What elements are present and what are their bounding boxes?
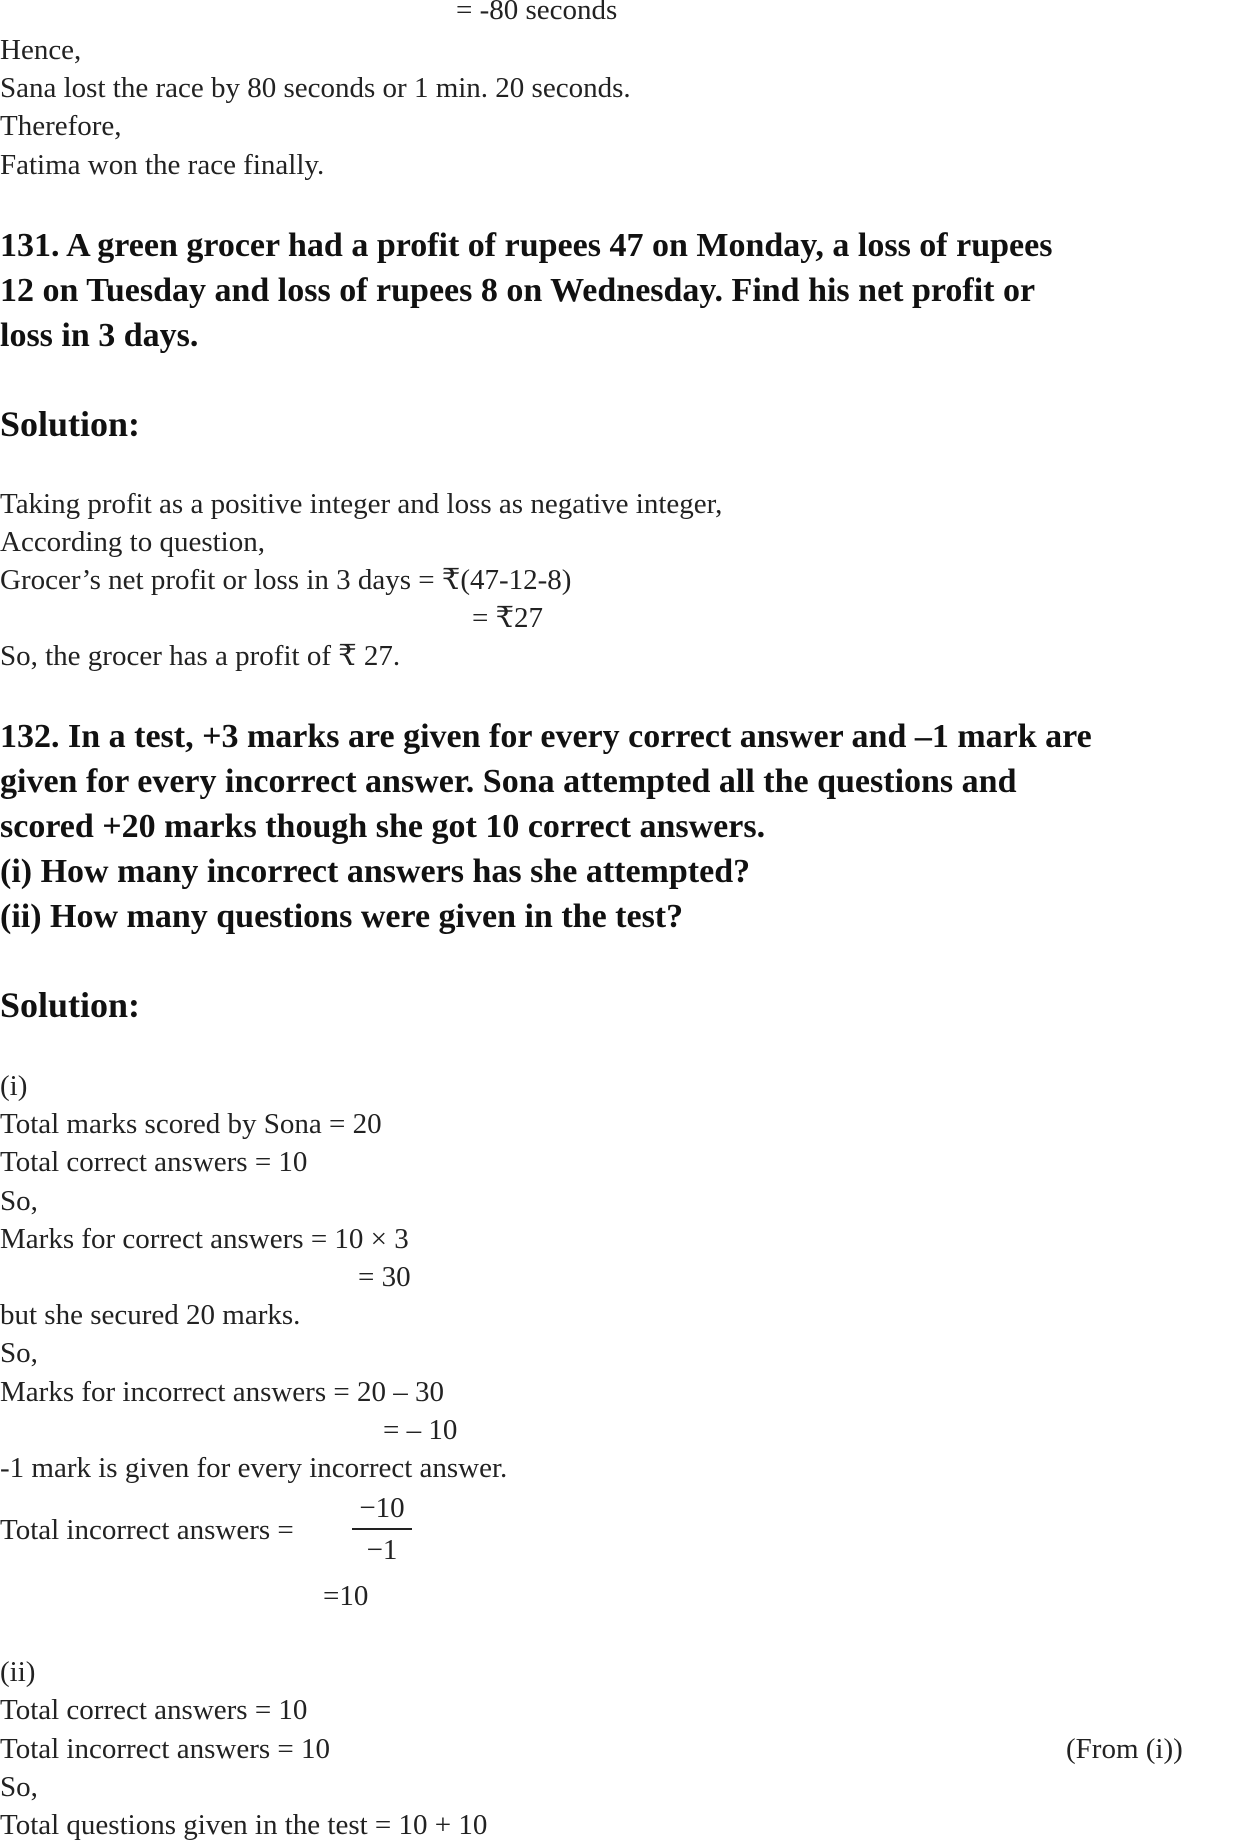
q132-part1-label: (i)	[0, 1070, 28, 1102]
q132-part1-line: -1 mark is given for every incorrect answer.	[0, 1452, 508, 1484]
q132-part1-result: = – 10	[383, 1414, 458, 1446]
q132-solution-heading: Solution:	[0, 985, 141, 1025]
q132-part1-line: Marks for correct answers = 10 × 3	[0, 1223, 409, 1255]
q131-line-2: 12 on Tuesday and loss of rupees 8 on Wednesday. Find his net profit or	[0, 272, 1036, 309]
q132-part1-line: but she secured 20 marks.	[0, 1299, 301, 1331]
q132-line-2: given for every incorrect answer. Sona attempted all the questions and	[0, 763, 1017, 800]
q132-part2-line: Total correct answers = 10	[0, 1694, 308, 1726]
q132-part1-line: Total marks scored by Sona = 20	[0, 1108, 382, 1140]
q132-part1-line: Marks for incorrect answers = 20 – 30	[0, 1376, 444, 1408]
q132-line-3: scored +20 marks though she got 10 correct answers.	[0, 808, 766, 845]
q132-part2-line: So,	[0, 1771, 38, 1803]
q131-sol-line: Taking profit as a positive integer and loss as negative integer,	[0, 488, 723, 520]
won-text: Fatima won the race finally.	[0, 149, 325, 181]
q132-line-4: (i) How many incorrect answers has she attempted?	[0, 853, 751, 890]
q132-part1-result: = 30	[358, 1261, 411, 1293]
q132-part2-label: (ii)	[0, 1656, 36, 1688]
q131-line-1: 131. A green grocer had a profit of rupees 47 on Monday, a loss of rupees	[0, 227, 1053, 264]
frac-label: Total incorrect answers =	[0, 1514, 294, 1546]
q131-sol-line: Grocer’s net profit or loss in 3 days = ₹(47-12-8)	[0, 564, 572, 596]
fraction-bar	[352, 1528, 412, 1530]
q132-part1-line: So,	[0, 1337, 38, 1369]
q131-line-3: loss in 3 days.	[0, 317, 199, 354]
eq-continuation: = -80 seconds	[456, 0, 618, 26]
q131-sol-conclusion: So, the grocer has a profit of ₹ 27.	[0, 640, 401, 672]
from-i-note: (From (i))	[1066, 1733, 1183, 1765]
q131-sol-result: = ₹27	[472, 602, 544, 634]
lost-text: Sana lost the race by 80 seconds or 1 min. 20 seconds.	[0, 72, 631, 104]
q132-part2-line: Total questions given in the test = 10 + 10	[0, 1809, 488, 1841]
q132-part1-line: Total correct answers = 10	[0, 1146, 308, 1178]
q131-sol-line: According to question,	[0, 526, 265, 558]
fraction	[352, 1492, 412, 1566]
q132-line-5: (ii) How many questions were given in the test?	[0, 898, 684, 935]
hence-text: Hence,	[0, 34, 82, 66]
frac-result: =10	[323, 1580, 369, 1612]
q132-line-1: 132. In a test, +3 marks are given for every correct answer and –1 mark are	[0, 718, 1092, 755]
fraction-numerator: −10	[359, 1492, 405, 1524]
therefore-text: Therefore,	[0, 110, 122, 142]
q131-solution-heading: Solution:	[0, 404, 141, 444]
fraction-denominator: −1	[366, 1534, 398, 1566]
q132-part2-line: Total incorrect answers = 10	[0, 1733, 330, 1765]
q132-part1-line: So,	[0, 1185, 38, 1217]
